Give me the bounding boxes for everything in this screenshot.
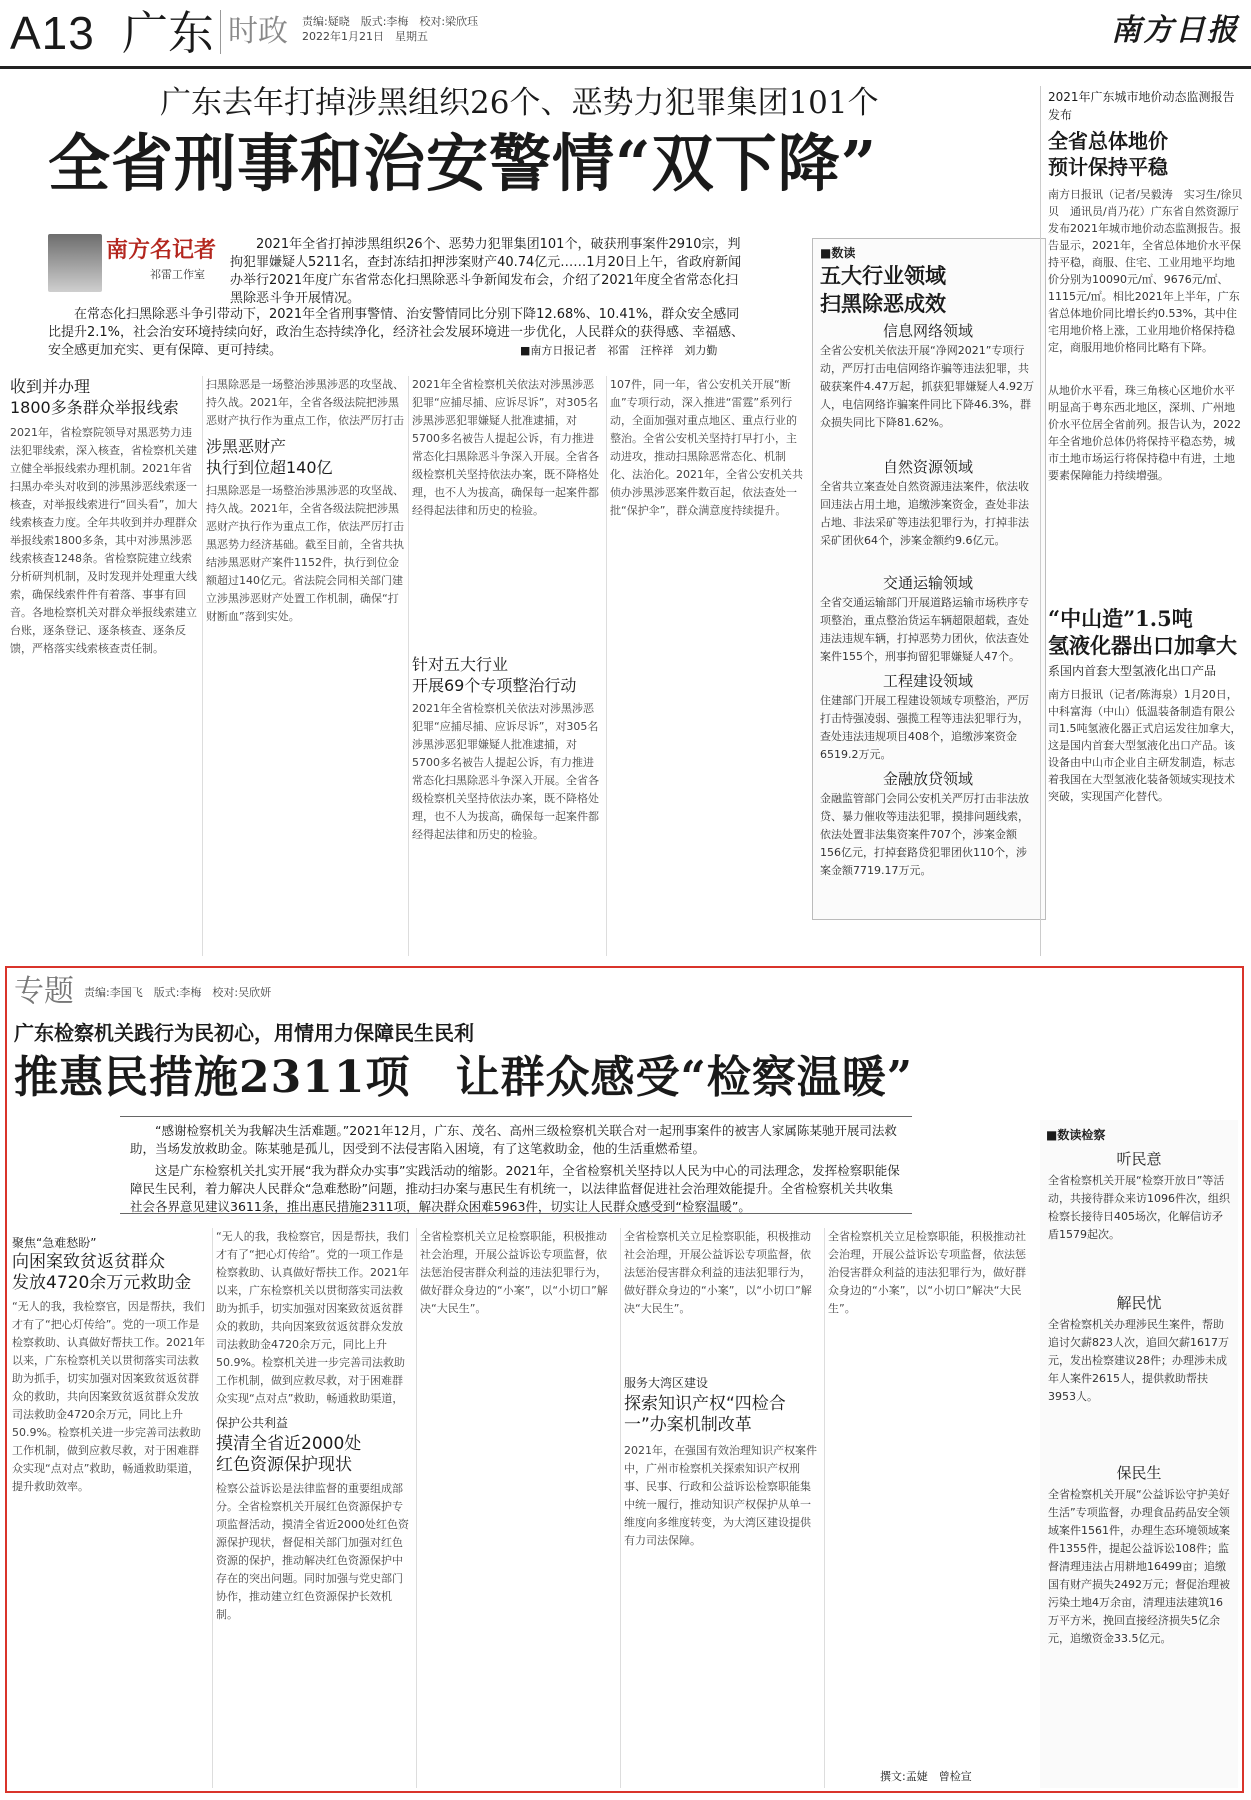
header-date: 2022年1月21日 星期五 — [302, 30, 428, 43]
lead-paragraph-1: 2021年全省打掉涉黑组织26个、恶势力犯罪集团101个，破获刑事案件2910宗，判拘犯罪嫌疑人5211名，查封冻结扣押涉案财产40.74亿元……1月20日上午，省政府新闻办举行2021年度广东省常态化扫黑除恶斗争新闻发布会，介绍了2021年度全省常态化扫黑除恶斗争开展情况。 — [230, 237, 742, 306]
right-subtitle-2: 系国内首套大型氢液化出口产品 — [1048, 664, 1217, 678]
column-rule — [212, 1228, 213, 1788]
special-title-1: 向困案致贫返贫群众 发放4720余万元救助金 — [12, 1252, 192, 1293]
header-divider — [220, 10, 221, 54]
article-text-police: 107件，同一年，省公安机关开展“断血”专项行动，深入推进“雷霆”系列行动，全面加强对重点地区、重点行业的整治。全省公安机关坚持打早打小，主动进攻，推动扫黑除恶常态化、机制化、法治化。2021年，全省公安机关共侦办涉黑涉恶案件数百起，依法查处一批“保护伞”，群众满意度持续提升。 — [610, 378, 803, 517]
summary-paragraph-2: 这是广东检察机关扎实开展“我为群众办实事”实践活动的缩影。2021年，全省检察机关坚持以人民为中心的司法理念，发挥检察职能保障民生民利，着力解决人民群众“急难愁盼”问题，推动扫办案与惠民生有机统一，以法律监督促进社会治理效能提升。全省检察机关共收集社会各界意见建议3611条，推出惠民措施2311项，解决群众困难5963件，切实让人民群众感受到“检察温暖”。 — [130, 1163, 900, 1214]
reporter-logo: 南方名记者 — [106, 238, 217, 263]
data-section-title: 听民意 — [1116, 1150, 1162, 1168]
column-rule — [606, 376, 607, 956]
data-section-text: 全省检察机关办理涉民生案件，帮助追讨欠薪823人次，追回欠薪1617万元，发出检察建议28件；办理涉未成年人案件2615人，提供救助帮扶3953人。 — [1048, 1318, 1229, 1403]
summary-paragraph-1: “感谢检察机关为我解决生活难题。”2021年12月，广东、茂名、高州三级检察机关联合对一起刑事案件的被害人家属陈某驰开展司法救助，当场发放救助金。陈某驰是孤儿，因受到不法侵害陷入困境，有了这笔救助金，他的生活重燃希望。 — [130, 1123, 897, 1156]
special-byline: 撰文:孟婕 曾检宣 — [880, 1770, 972, 1783]
column-rule — [416, 1228, 417, 1788]
column-rule — [202, 376, 203, 956]
header-meta — [302, 14, 478, 44]
special-tag: 聚焦“急难愁盼” — [12, 1236, 97, 1250]
data-box-label: ■数读检察 — [1046, 1128, 1106, 1142]
right-title-2: “中山造”1.5吨 氢液化器出口加拿大 — [1048, 606, 1237, 658]
page-number: A13 — [10, 7, 95, 59]
right-text-1: 南方日报讯（记者/吴毅涛 实习生/徐贝贝 通讯员/肖乃花）广东省自然资源厅发布2021年城市地价动态监测报告。报告显示，2021年，全省总体地价水平保持平稳，商服、住宅、工业用地平均地价分别为10090元/㎡、9676元/㎡、1115元/㎡。相比2021年上半年，广东省总体地价同比增长约0.53%，其中住宅用地价格上涨，工业用地价格保持稳定，商服用地价格同比略有下降。 — [1048, 188, 1243, 354]
sub-section-name: 时政 — [228, 14, 288, 49]
special-text-2b: 全省检察机关立足检察职能，积极推动社会治理，开展公益诉讼专项监督，依法惩治侵害群众利益的违法犯罪行为，做好群众身边的“小案”，以“小切口”解决“大民生”。 — [420, 1230, 608, 1315]
special-text-2: 检察公益诉讼是法律监督的重要组成部分。全省检察机关开展红色资源保护专项监督活动，摸清全省近2000处红色资源保护现状，督促相关部门加强对红色资源的保护，推动解决红色资源保护中存在的突出问题。同时加强与党史部门协作，推动建立红色资源保护长效机制。 — [216, 1482, 409, 1621]
data-section-text: 金融监管部门会同公安机关严厉打击非法放贷、暴力催收等违法犯罪，摸排问题线索，依法处置非法集资案件707个，涉案金额156亿元，打掉套路贷犯罪团伙110个，涉案金额7719.17万元。 — [820, 792, 1029, 877]
reporter-photo — [48, 234, 102, 292]
article-title-reports: 收到并办理 1800多条群众举报线索 — [10, 377, 179, 417]
data-section-text: 住建部门开展工程建设领域专项整治，严厉打击恃强凌弱、强揽工程等违法犯罪行为，查处违法违规项目408个，追缴涉案资金6519.2万元。 — [820, 694, 1029, 761]
data-box-title: 五大行业领域 扫黑除恶成效 — [820, 263, 946, 316]
data-section-text: 全省共立案查处自然资源违法案件，依法收回违法占用土地，追缴涉案资金，查处非法占地、非法采矿等违法犯罪行为，打掉非法采矿团伙64个，涉案金额约9.6亿元。 — [820, 480, 1029, 547]
data-section-title: 信息网络领域 — [882, 322, 973, 340]
lead-paragraph-2: 在常态化扫黑除恶斗争引带动下，2021年全省刑事警情、治安警情同比分别下降12.68%、10.41%，群众安全感同比提升2.1%，社会治安环境持续向好，政治生态持续净化，经济社会发展环境进一步优化，人民群众的获得感、幸福感、安全感更加充实、更有保障、更可持续。 — [48, 307, 745, 358]
special-text-1: “无人的我，我检察官，因是帮扶，我们才有了“把心灯传给”。党的一项工作是检察救助、认真做好帮扶工作。2021年以来，广东检察机关以贯彻落实司法救助为抓手，切实加强对因案致贫返贫群众的救助，共向因案致贫返贫群众发放司法救助金4720余万元，同比上升50.9%。检察机关进一步完善司法救助工作机制，做到应救尽救，对于困难群众实现“点对点”救助，畅通救助渠道，提升救助效率。 — [12, 1300, 205, 1493]
right-text-3: 南方日报讯（记者/陈海泉）1月20日，中科富海（中山）低温装备制造有限公司1.5吨氢液化器正式启运发往加拿大，这是国内首套大型氢液化出口产品。该设备由中山市企业自主研发制造，标志着我国在大型氢液化装备领域实现技术突破，实现国产化替代。 — [1048, 688, 1242, 803]
data-section-text: 全省交通运输部门开展道路运输市场秩序专项整治，重点整治货运车辆超限超载，查处违法违规车辆，打掉恶势力团伙，依法查处案件155个，刑事拘留犯罪嫌疑人47个。 — [820, 596, 1029, 663]
special-title-2: 摸清全省近2000处 红色资源保护现状 — [216, 1434, 362, 1475]
special-tag: 服务大湾区建设 — [624, 1376, 709, 1390]
data-section-title: 金融放贷领域 — [882, 770, 973, 788]
special-text-1b: “无人的我，我检察官，因是帮扶，我们才有了“把心灯传给”。党的一项工作是检察救助、认真做好帮扶工作。2021年以来，广东检察机关以贯彻落实司法救助为抓手，切实加强对因案致贫返贫群众的救助，共向因案致贫返贫群众发放司法救助金4720余万元，同比上升50.9%。检察机关进一步完善司法救助工作机制，做到应救尽救，对于困难群众实现“点对点”救助，畅通救助渠道， — [216, 1230, 409, 1405]
article-title-property: 涉黑恶财产 执行到位超140亿 — [206, 437, 333, 477]
special-meta: 责编:李国飞 版式:李梅 校对:吴欣妍 — [84, 986, 272, 999]
special-tag: 保护公共利益 — [216, 1416, 289, 1430]
special-kicker: 广东检察机关践行为民初心，用情用力保障民生民利 — [14, 1021, 474, 1045]
special-title-3: 探索知识产权“四检合一”办案机制改革 — [624, 1394, 786, 1435]
right-title: 全省总体地价 预计保持平稳 — [1048, 129, 1168, 179]
reporter-studio: 祁雷工作室 — [150, 268, 205, 281]
header-rule — [0, 66, 1251, 69]
special-text-3a: 全省检察机关立足检察职能，积极推动社会治理，开展公益诉讼专项监督，依法惩治侵害群众利益的违法犯罪行为，做好群众身边的“小案”，以“小切口”解决“大民生”。 — [624, 1230, 812, 1315]
data-section-title: 解民忧 — [1116, 1294, 1162, 1312]
article-text-property: 扫黑除恶是一场整治涉黑涉恶的攻坚战、持久战。2021年，全省各级法院把涉黑恶财产执行作为重点工作，依法严厉打击黑恶势力经济基础。截至目前，全省共执结涉黑恶财产案件1152件，执行到位金额超过140亿元。省法院会同相关部门建立涉黑涉恶财产处置工作机制，确保“打财断血”落到实处。 — [206, 484, 404, 623]
column-rule — [1040, 86, 1041, 956]
data-section-text: 全省检察机关开展“公益诉讼守护美好生活”专项监督，办理食品药品安全领域案件1561件，办理生态环境领域案件1355件，提起公益诉讼108件；监督清理违法占用耕地16499亩；追缴国有财产损失2492万元；督促治理被污染土地4万余亩，清理违法建筑16万平方米，挽回直接经济损失5亿余元，追缴资金33.5亿元。 — [1048, 1488, 1230, 1645]
special-text-3: 2021年，在强国有效治理知识产权案件中，广州市检察机关探索知识产权刑事、民事、行政和公益诉讼检察职能集中统一履行，推动知识产权保护从单一维度向多维度转变，为大湾区建设提供有力司法保障。 — [624, 1444, 817, 1547]
right-kicker: 2021年广东城市地价动态监测报告发布 — [1048, 90, 1235, 122]
lead-kicker: 广东去年打掉涉黑组织26个、恶势力犯罪集团101个 — [160, 85, 879, 121]
section-name: 广东 — [122, 6, 214, 60]
article-text-industries: 2021年全省检察机关依法对涉黑涉恶犯罪“应捕尽捕、应诉尽诉”，对305名涉黑涉恶犯罪嫌疑人批准逮捕，对5700多名被告人提起公诉，有力推进常态化扫黑除恶斗争深入开展。全省各级检察机关坚持依法办案，既不降格处理，也不人为拔高，确保每一起案件都经得起法律和历史的检验。 — [412, 702, 599, 841]
data-section-text: 全省公安机关依法开展“净网2021”专项行动，严厉打击电信网络诈骗等违法犯罪，共破获案件4.47万起，抓获犯罪嫌疑人4.92万人，电信网络诈骗案件同比下降46.3%，群众损失同比下降81.62%。 — [820, 344, 1034, 429]
right-text-2: 从地价水平看，珠三角核心区地价水平明显高于粤东西北地区，深圳、广州地价水平位居全省前列。报告认为，2022年全省地价总体仍将保持平稳态势，城市土地市场运行将保持稳中有进，土地要素保障能力持续增强。 — [1048, 384, 1241, 482]
column-rule — [620, 1228, 621, 1788]
article-text-reports: 2021年，省检察院领导对黑恶势力违法犯罪线索，深入核查，省检察机关建立健全举报线索办理机制。2021年省扫黑办牵头对收到的涉黑涉恶线索逐一核查，对举报线索进行“回头看”，加大线索核查力度。全年共收到并办理群众举报线索1800多条，其中对涉黑涉恶线索核查1248条。省检察院建立线索分析研判机制，及时发现并处理重大线索，确保线索件件有着落、事事有回音。各地检察机关对群众举报线索建立台账，逐条登记、逐条核查、逐条反馈，严格落实线索核查责任制。 — [10, 426, 198, 655]
data-box-label: ■数读 — [820, 246, 856, 260]
data-section-text: 全省检察机关开展“检察开放日”等活动，共接待群众来访1096件次，组织检察长接待日405场次，化解信访矛盾1579起次。 — [1048, 1174, 1230, 1241]
special-headline: 推惠民措施2311项 让群众感受“检察温暖” — [14, 1052, 914, 1103]
lead-byline: ■南方日报记者 祁雷 汪梓祥 刘力勤 — [520, 344, 718, 357]
column-rule — [408, 376, 409, 956]
article-text-prosecution: 2021年全省检察机关依法对涉黑涉恶犯罪“应捕尽捕、应诉尽诉”，对305名涉黑涉恶犯罪嫌疑人批准逮捕，对5700多名被告人提起公诉，有力推进常态化扫黑除恶斗争深入开展。全省各级检察机关坚持依法办案，既不降格处理，也不人为拔高，确保每一起案件都经得起法律和历史的检验。 — [412, 378, 599, 517]
column-rule — [824, 1228, 825, 1788]
lead-headline: 全省刑事和治安警情“双下降” — [48, 127, 878, 200]
special-label: 专题 — [14, 974, 74, 1009]
paper-logo: 南方日报 — [1111, 13, 1239, 48]
data-section-title: 保民生 — [1116, 1464, 1162, 1482]
article-text-continued: 扫黑除恶是一场整治涉黑涉恶的攻坚战、持久战。2021年，全省各级法院把涉黑恶财产执行作为重点工作，依法严厉打击 — [206, 378, 404, 427]
header-editors: 责编:疑晓 版式:李梅 校对:梁欣珏 — [302, 15, 479, 28]
data-section-title: 自然资源领域 — [882, 458, 973, 476]
data-section-title: 交通运输领域 — [882, 574, 973, 592]
article-title-industries: 针对五大行业 开展69个专项整治行动 — [412, 655, 577, 695]
special-text-4: 全省检察机关立足检察职能，积极推动社会治理，开展公益诉讼专项监督，依法惩治侵害群众利益的违法犯罪行为，做好群众身边的“小案”，以“小切口”解决“大民生”。 — [828, 1230, 1026, 1315]
data-section-title: 工程建设领域 — [882, 672, 973, 690]
